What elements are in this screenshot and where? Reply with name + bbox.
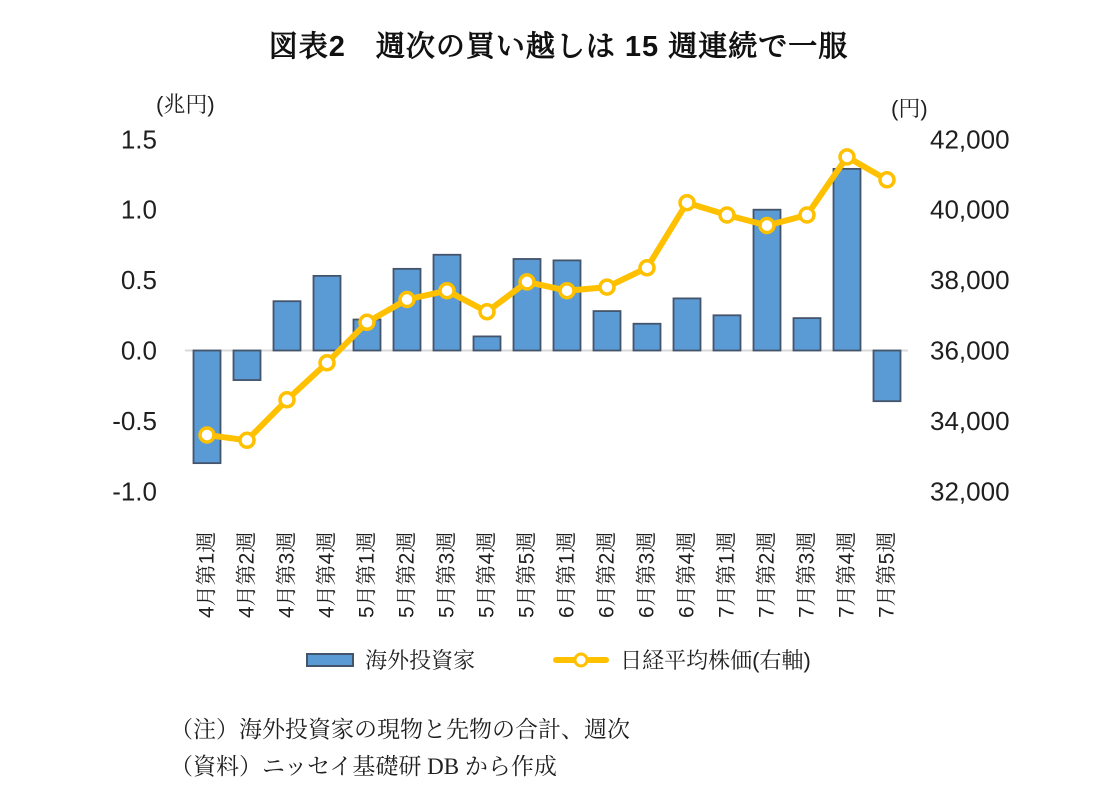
x-axis-label: 7月第2週	[755, 531, 779, 618]
nikkei-line-marker	[760, 219, 774, 233]
legend	[0, 644, 1117, 675]
x-axis-label: 4月第2週	[235, 531, 259, 618]
nikkei-line-marker	[280, 393, 294, 407]
line-series-swatch-icon	[553, 657, 609, 663]
nikkei-line-marker	[720, 208, 734, 222]
bar	[274, 301, 301, 350]
left-axis-tick-label: -1.0	[112, 476, 157, 507]
x-axis-label: 5月第5週	[515, 531, 539, 618]
bar	[634, 324, 661, 351]
nikkei-line-marker	[880, 173, 894, 187]
right-axis-tick-label: 32,000	[930, 476, 1010, 507]
nikkei-line-marker	[840, 150, 854, 164]
x-axis-label: 4月第1週	[195, 531, 219, 618]
bar	[234, 351, 261, 381]
x-axis-label: 7月第5週	[875, 531, 899, 618]
bar-series-swatch-icon	[306, 653, 354, 667]
x-axis-label: 4月第4週	[315, 531, 339, 618]
x-axis-label: 7月第3週	[795, 531, 819, 618]
left-axis-tick-label: 1.0	[120, 194, 157, 225]
x-axis-label: 5月第4週	[475, 531, 499, 618]
legend-label-foreign-investors: 海外投資家	[365, 648, 476, 673]
x-axis-label: 5月第2週	[395, 531, 419, 618]
bar	[194, 351, 221, 464]
nikkei-line-marker	[360, 315, 374, 329]
nikkei-line-marker	[600, 280, 614, 294]
x-axis-label: 6月第3週	[635, 531, 659, 618]
chart-title: 図表2 週次の買い越しは 15 週連続で一服	[268, 31, 849, 63]
right-axis-tick-label: 34,000	[930, 405, 1010, 436]
nikkei-line-marker	[480, 305, 494, 319]
x-axis-label: 5月第3週	[435, 531, 459, 618]
bar	[834, 169, 861, 351]
left-axis-tick-label: -0.5	[112, 405, 157, 436]
x-axis-label: 7月第4週	[835, 531, 859, 618]
x-axis-label: 5月第1週	[355, 531, 379, 618]
footnotes	[170, 712, 630, 786]
left-axis-tick-label: 1.5	[120, 124, 157, 155]
x-axis-label: 6月第1週	[555, 531, 579, 618]
nikkei-line-marker	[240, 433, 254, 447]
right-axis-tick-label: 38,000	[930, 265, 1010, 296]
bar	[874, 351, 901, 402]
right-axis-unit-label: (円)	[891, 96, 928, 121]
bar	[474, 336, 501, 350]
bar	[394, 269, 421, 351]
bar	[794, 318, 821, 350]
nikkei-line-marker	[640, 261, 654, 275]
nikkei-line-marker	[440, 284, 454, 298]
nikkei-line-marker	[680, 196, 694, 210]
nikkei-line-marker	[320, 356, 334, 370]
line-marker-icon	[574, 652, 589, 667]
right-axis-tick-label: 40,000	[930, 194, 1010, 225]
bar	[514, 259, 541, 351]
note-line-2: （資料）ニッセイ基礎研 DB から作成	[170, 753, 557, 779]
left-axis-unit-label: (兆円)	[156, 92, 215, 117]
nikkei-line	[207, 157, 887, 440]
legend-item-nikkei	[553, 644, 811, 675]
nikkei-line-marker	[520, 275, 534, 289]
nikkei-line-marker	[400, 293, 414, 307]
left-axis-tick-label: 0.0	[120, 335, 157, 366]
bar	[714, 315, 741, 350]
right-axis-tick-label: 36,000	[930, 335, 1010, 366]
nikkei-line-marker	[560, 284, 574, 298]
x-axis-label: 4月第3週	[275, 531, 299, 618]
nikkei-line-marker	[800, 208, 814, 222]
left-axis-tick-label: 0.5	[120, 265, 157, 296]
nikkei-line-marker	[200, 428, 214, 442]
x-axis-label: 7月第1週	[715, 531, 739, 618]
bar	[434, 255, 461, 351]
right-axis-tick-label: 42,000	[930, 124, 1010, 155]
legend-item-foreign-investors	[306, 644, 475, 675]
note-line-1: （注）海外投資家の現物と先物の合計、週次	[170, 717, 630, 742]
bar	[554, 260, 581, 350]
bar	[674, 298, 701, 350]
bar	[314, 276, 341, 351]
x-axis-label: 6月第4週	[675, 531, 699, 618]
x-axis-label: 6月第2週	[595, 531, 619, 618]
bar	[594, 311, 621, 350]
legend-label-nikkei: 日経平均株価(右軸)	[620, 648, 811, 673]
